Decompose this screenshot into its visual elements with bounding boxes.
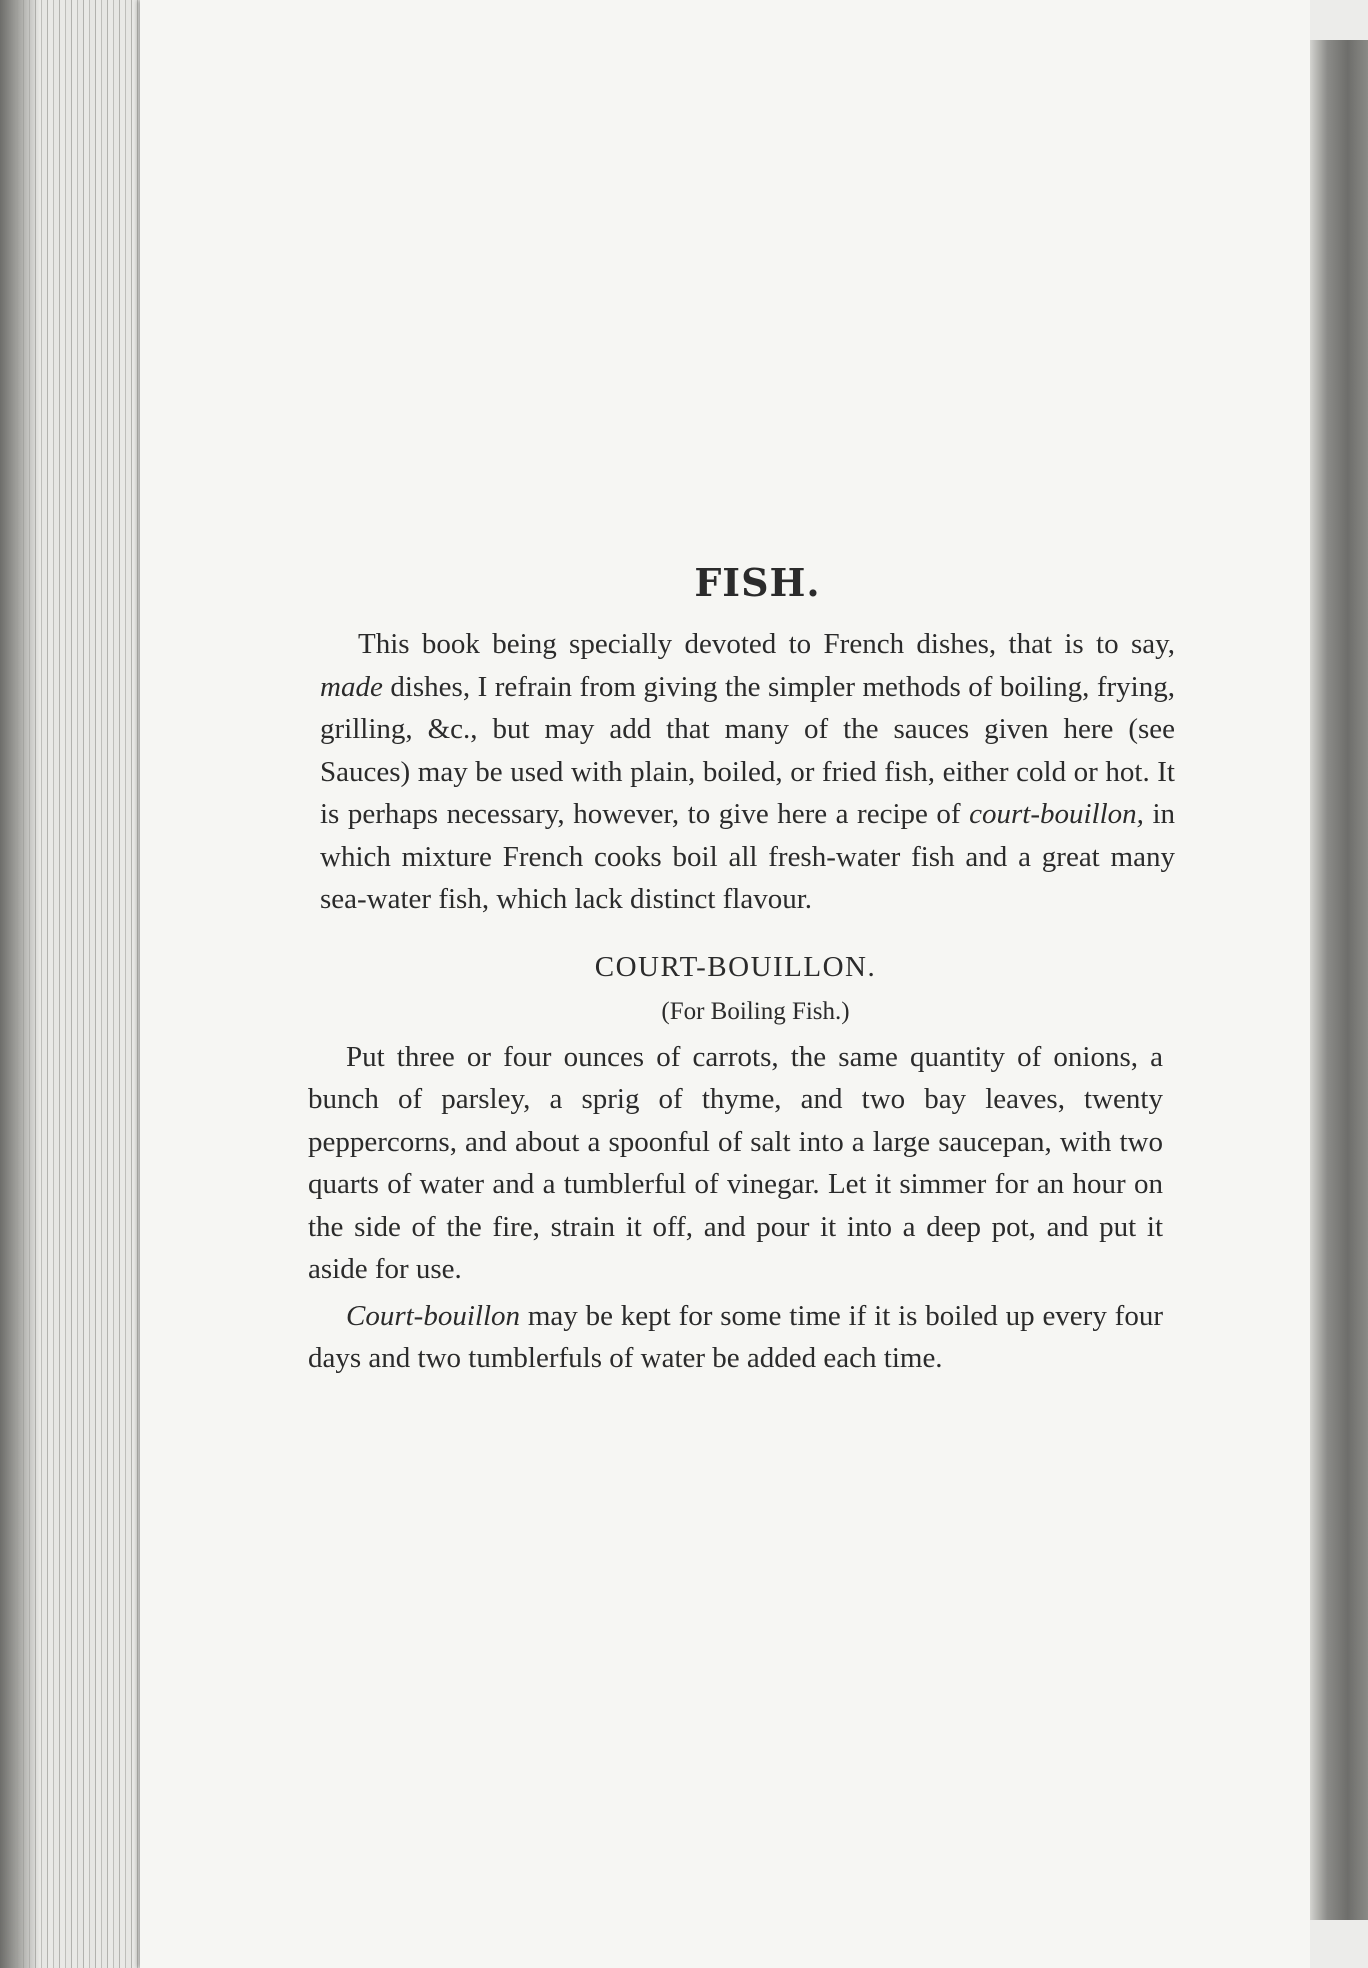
right-margin-top bbox=[1310, 0, 1368, 40]
recipe-italic-court-bouillon: Court-bouillon bbox=[346, 1299, 521, 1332]
recipe-paragraph-2-text: may be kept for some time if it is boiled up every four days and two tumblerfuls of water be added each time. bbox=[308, 1299, 1163, 1374]
recipe-subtitle: (For Boiling Fish.) bbox=[661, 997, 850, 1025]
intro-text-1: This book being specially devoted to French dishes, that is to say, bbox=[358, 628, 1175, 660]
recipe-section bbox=[308, 951, 1163, 1380]
recipe-title: COURT-BOUILLON. bbox=[594, 950, 877, 983]
recipe-paragraph-1: Put three or four ounces of carrots, the same quantity of onions, a bunch of parsley, a sprig of thyme, and two bay leaves, twenty peppercorns, and about a spoonful of salt into a large saucepan, with two quarts of water and a tumblerful of vinegar. Let it simmer for an hour on the side of the fire, strain it off, and pour it into a deep pot, and put it aside for use. bbox=[308, 1040, 1163, 1285]
page-edge-shadow bbox=[0, 0, 40, 1968]
book-cover-edge bbox=[1310, 40, 1368, 1920]
intro-text-3: in which mixture French cooks boil all fresh-water fish and a great many sea-water fish, which lack distinct flavour. bbox=[320, 798, 1175, 915]
intro-italic-made: made bbox=[320, 670, 383, 703]
recipe-paragraph-2 bbox=[308, 1295, 1163, 1380]
intro-italic-court-bouillon: court-bouillon, bbox=[969, 798, 1144, 830]
intro-text-2: dishes, I refrain from giving the simpler methods of boiling, frying, grilling, &c., but may add that many of the sauces given here (see Sauces) may be used with plain, boiled, or fried fish, either cold or hot. It is perhaps necessary, however, to give here a recipe of bbox=[320, 670, 1175, 830]
intro-paragraph bbox=[320, 623, 1175, 921]
chapter-heading: FISH. bbox=[694, 560, 821, 605]
page-text bbox=[308, 560, 1175, 1380]
right-margin-bottom bbox=[1310, 1920, 1368, 1968]
